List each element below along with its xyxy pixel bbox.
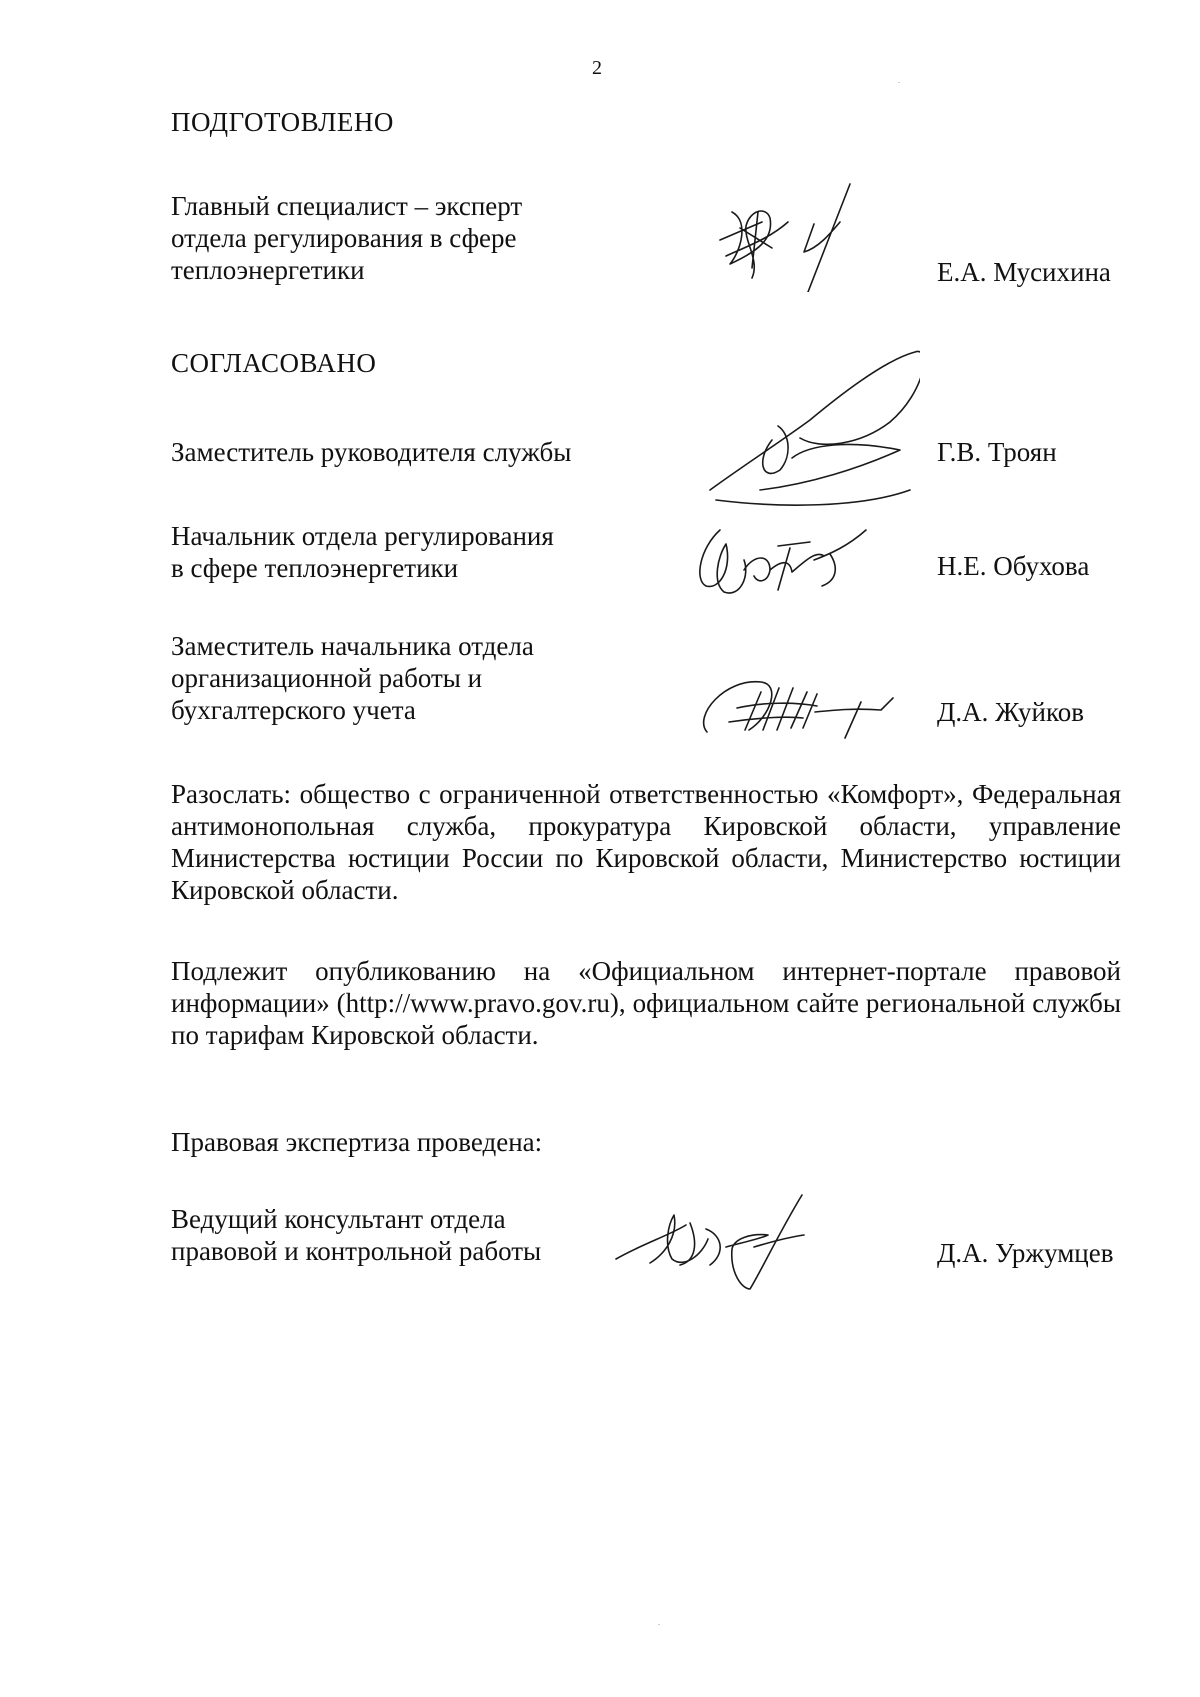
signer-signature-zhuykov bbox=[685, 672, 900, 742]
legal-review-heading: Правовая экспертиза проведена: bbox=[171, 1127, 543, 1157]
legal-review-signature bbox=[610, 1185, 820, 1295]
page-number: 2 bbox=[592, 57, 602, 79]
signer-signature-obukhova bbox=[690, 520, 890, 600]
scan-speck bbox=[658, 1624, 660, 1625]
signer-position: Заместитель руководителя службы bbox=[171, 437, 572, 467]
prepared-signature bbox=[700, 182, 870, 292]
signer-name: Д.А. Жуйков bbox=[937, 697, 1084, 727]
signer-position: Начальник отдела регулирования в сфере теплоэнергетики bbox=[171, 521, 554, 583]
signer-signature-troyan bbox=[700, 350, 920, 520]
signer-name: Г.В. Троян bbox=[937, 437, 1057, 467]
signer-position: Заместитель начальника отдела организационной работы и бухгалтерского учета bbox=[171, 631, 534, 725]
publication-paragraph: Подлежит опубликованию на «Официальном интернет-портале правовой информации» (http://www.pravo.gov.ru), официальном сайте региональной службы по тарифам Кировской области. bbox=[171, 956, 1121, 1050]
scan-speck bbox=[898, 82, 900, 83]
prepared-position: Главный специалист – эксперт отдела регулирования в сфере теплоэнергетики bbox=[171, 191, 523, 285]
legal-review-name: Д.А. Уржумцев bbox=[937, 1238, 1114, 1268]
agreed-heading: СОГЛАСОВАНО bbox=[171, 348, 377, 378]
legal-review-position: Ведущий консультант отдела правовой и контрольной работы bbox=[171, 1204, 542, 1266]
distribution-paragraph: Разослать: общество с ограниченной ответственностью «Комфорт», Федеральная антимонопольная служба, прокуратура Кировской области, управление Министерства юстиции России по Кировской области, Министерство юстиции Кировской области. bbox=[171, 779, 1121, 905]
signer-name: Н.Е. Обухова bbox=[937, 551, 1090, 581]
prepared-heading: ПОДГОТОВЛЕНО bbox=[171, 107, 394, 137]
prepared-name: Е.А. Мусихина bbox=[937, 257, 1111, 287]
